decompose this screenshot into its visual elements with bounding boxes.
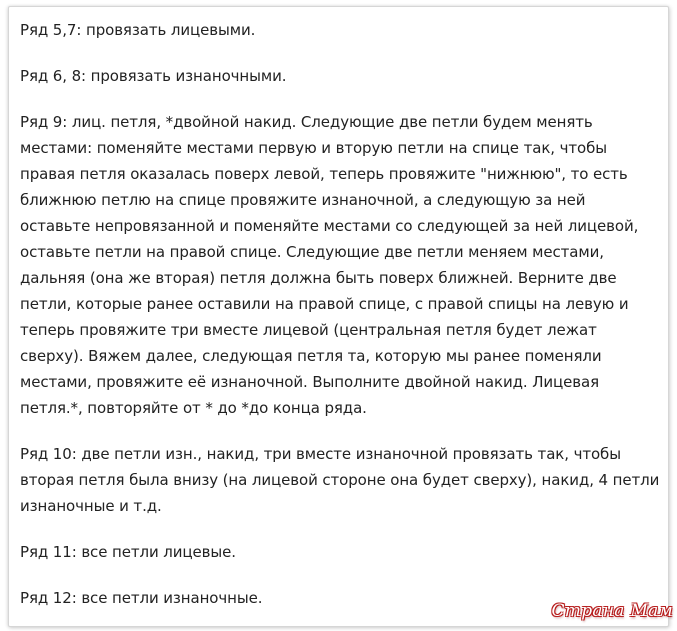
paragraph-row-11: Ряд 11: все петли лицевые. [20,543,236,561]
paragraph-row-6-8: Ряд 6, 8: провязать изнаночными. [20,67,287,85]
paragraph-row-5-7: Ряд 5,7: провязать лицевыми. [20,21,256,39]
site-watermark: Страна Мам [551,601,673,621]
paragraph-row-10: Ряд 10: две петли изн., накид, три вместе изнаночной провязать так, чтобы вторая петля была внизу (на лицевой стороне она будет сверху), накид, 4 петли изнаночные и т.д. [20,445,660,515]
content-card [8,6,669,627]
paragraph-row-12: Ряд 12: все петли изнаночные. [20,589,263,607]
paragraph-row-9: Ряд 9: лиц. петля, *двойной накид. Следующие две петли будем менять местами: поменяйте местами первую и вторую петли на спице так, чтобы правая петля оказалась поверх левой, теперь провяжите "нижнюю", то есть ближнюю петлю на спице провяжите изнаночной, а следующую за ней оставьте непровязанной и поменяйте местами со следующей за ней лицевой, оставьте петли на правой спице. Следующие две петли меняем местами, дальняя (она же вторая) петля должна быть поверх ближней. Верните две петли, которые ранее оставили на правой спице, с правой спицы на левую и теперь провяжите три вместе лицевой (центральная петля будет лежат сверху). Вяжем далее, следующая петля та, которую мы ранее поменяли местами, провяжите её изнаночной. Выполните двойной накид. Лицевая петля.*, повторяйте от * до *до конца ряда. [20,113,639,417]
article-body [20,17,660,631]
